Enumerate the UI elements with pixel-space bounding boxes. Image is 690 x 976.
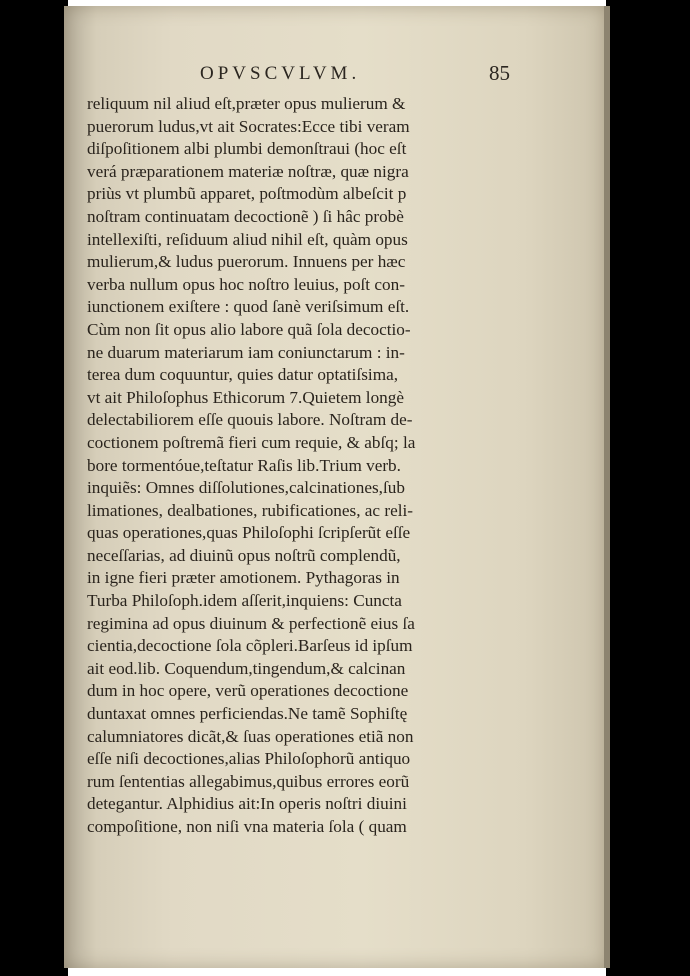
text-line: cientia,decoctione ſola cõpleri.Barſeus id ipſum: [87, 636, 413, 656]
text-line: ne duarum materiarum iam coniunctarum : in-: [87, 342, 405, 362]
page-number: 85: [489, 61, 510, 85]
text-line: puerorum ludus,vt ait Socrates:Ecce tibi veram: [87, 116, 410, 136]
text-line: intellexiſti, reſiduum aliud nihil eſt, quàm opus: [87, 229, 408, 249]
text-line: bore tormentóue,teſtatur Raſis lib.Trium verb.: [87, 455, 401, 475]
text-line: vt ait Philoſophus Ethicorum 7.Quietem longè: [87, 387, 404, 407]
text-line: inquiẽs: Omnes diſſolutiones,calcinationes,ſub: [87, 478, 405, 498]
text-line: terea dum coquuntur, quies datur optatiſsima,: [87, 365, 398, 385]
text-line: neceſſarias, ad diuinũ opus noſtrũ complendũ,: [87, 545, 401, 565]
left-background: [0, 0, 68, 976]
text-line: priùs vt plumbũ apparet, poſtmodùm albeſcit p: [87, 184, 407, 204]
text-line: verá præparationem materiæ noſtræ, quæ nigra: [87, 161, 409, 181]
text-line: ait eod.lib. Coquendum,tingendum,& calcinan: [87, 658, 406, 678]
text-line: mulierum,& ludus puerorum. Innuens per hæc: [87, 252, 406, 272]
text-line: regimina ad opus diuinum & perfectionẽ eius ſa: [87, 613, 415, 633]
text-line: diſpoſitionem albi plumbi demonſtraui (hoc eſt: [87, 139, 407, 159]
page-header: [200, 63, 510, 89]
text-line: dum in hoc opere, verũ operationes decoctione: [87, 681, 409, 701]
text-line: delectabiliorem eſſe quouis labore. Noſtram de-: [87, 410, 413, 430]
text-line: Turba Philoſoph.idem aſſerit,inquiens: Cuncta: [87, 591, 402, 611]
text-line: limationes, dealbationes, rubificationes, ac reli-: [87, 500, 413, 520]
text-line: quas operationes,quas Philoſophi ſcripſerũt eſſe: [87, 523, 411, 543]
text-line: Cùm non ſit opus alio labore quã ſola decoctio-: [87, 319, 411, 339]
text-line: calumniatores dicãt,& ſuas operationes etiã non: [87, 726, 414, 746]
text-line: duntaxat omnes perficiendas.Ne tamẽ Sophiſtę: [87, 704, 408, 724]
right-background: [606, 0, 690, 976]
text-line: coctionem poſtremã fieri cum requie, & abſq; la: [87, 432, 416, 452]
text-line: verba nullum opus hoc noſtro leuius, poſt con-: [87, 274, 405, 294]
text-line: reliquum nil aliud eſt,præter opus mulierum &: [87, 94, 406, 113]
page-edge: [604, 6, 610, 968]
text-line: iunctionem exiſtere : quod ſanè veriſsimum eſt.: [87, 297, 410, 317]
text-line: eſſe niſi decoctiones,alias Philoſophorũ antiquo: [87, 749, 411, 769]
text-line: detegantur. Alphidius ait:In operis noſtri diuini: [87, 794, 407, 814]
text-line: noſtram continuatam decoctionẽ ) ſi hâc probè: [87, 206, 404, 226]
running-head: OPVSCVLVM.: [200, 63, 361, 84]
body-text: [87, 93, 514, 839]
text-line: in igne fieri præter amotionem. Pythagoras in: [87, 568, 400, 588]
text-line: rum ſententias allegabimus,quibus errores eorũ: [87, 771, 410, 791]
text-line: compoſitione, non niſi vna materia ſola ( quam: [87, 817, 407, 836]
